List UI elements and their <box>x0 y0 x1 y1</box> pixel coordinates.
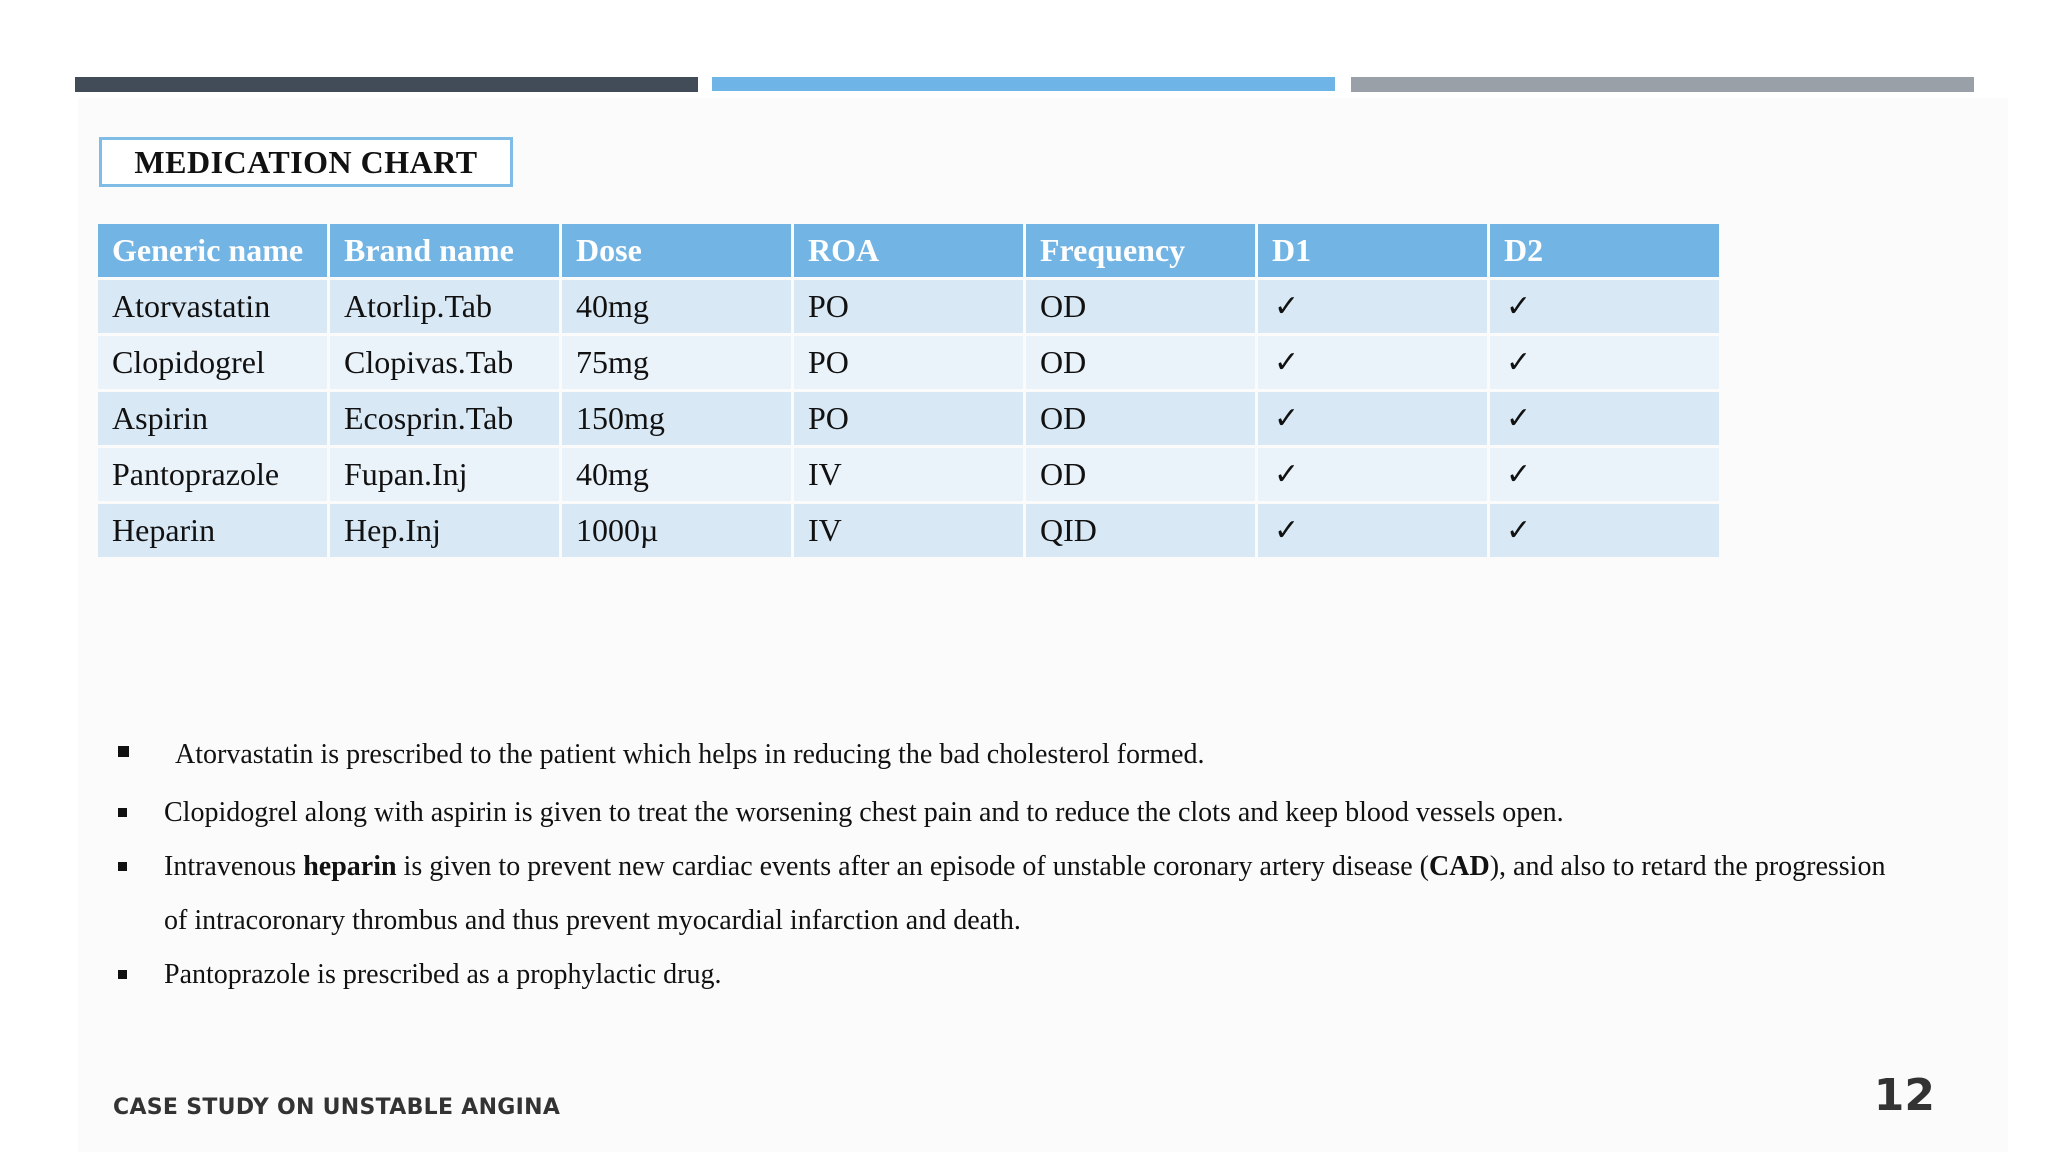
table-row <box>98 504 1719 557</box>
header-brand-name: Brand name <box>330 224 559 277</box>
cell-roa: PO <box>794 280 1023 333</box>
check-icon: ✓ <box>1490 392 1719 445</box>
cell-dose: 150mg <box>562 392 791 445</box>
list-item <box>112 948 1912 1002</box>
cell-brand-name: Ecosprin.Tab <box>330 392 559 445</box>
cell-frequency: QID <box>1026 504 1255 557</box>
check-icon: ✓ <box>1258 448 1487 501</box>
header-d1: D1 <box>1258 224 1487 277</box>
check-icon: ✓ <box>1258 504 1487 557</box>
cell-brand-name: Hep.Inj <box>330 504 559 557</box>
cell-dose: 75mg <box>562 336 791 389</box>
medication-table <box>95 221 1722 560</box>
cell-frequency: OD <box>1026 336 1255 389</box>
table-row <box>98 280 1719 333</box>
table-row <box>98 336 1719 389</box>
note-heparin-part1: Intravenous <box>164 851 304 882</box>
cell-brand-name: Atorlip.Tab <box>330 280 559 333</box>
cell-frequency: OD <box>1026 392 1255 445</box>
check-icon: ✓ <box>1490 504 1719 557</box>
accent-bar-blue <box>712 77 1335 91</box>
table-row <box>98 448 1719 501</box>
check-icon: ✓ <box>1258 392 1487 445</box>
cell-dose: 1000µ <box>562 504 791 557</box>
table-header-row <box>98 224 1719 277</box>
cell-generic-name: Clopidogrel <box>98 336 327 389</box>
check-icon: ✓ <box>1490 280 1719 333</box>
list-item <box>112 840 1912 948</box>
accent-bar-dark <box>75 77 698 92</box>
notes-list <box>112 728 1912 1002</box>
cell-brand-name: Fupan.Inj <box>330 448 559 501</box>
cell-roa: PO <box>794 392 1023 445</box>
footer-title: CASE STUDY ON UNSTABLE ANGINA <box>113 1095 561 1120</box>
cell-roa: IV <box>794 448 1023 501</box>
cell-roa: IV <box>794 504 1023 557</box>
note-cad-bold: CAD <box>1429 851 1490 882</box>
square-bullet-icon <box>118 746 129 757</box>
square-bullet-icon <box>118 970 127 979</box>
cell-generic-name: Pantoprazole <box>98 448 327 501</box>
cell-generic-name: Aspirin <box>98 392 327 445</box>
note-clopidogrel: Clopidogrel along with aspirin is given to treat the worsening chest pain and to reduce the clots and keep blood vessels open. <box>164 797 1564 828</box>
note-atorvastatin: Atorvastatin is prescribed to the patient which helps in reducing the bad cholesterol formed. <box>175 739 1205 770</box>
slide-title: MEDICATION CHART <box>99 137 513 187</box>
cell-frequency: OD <box>1026 280 1255 333</box>
check-icon: ✓ <box>1490 336 1719 389</box>
cell-brand-name: Clopivas.Tab <box>330 336 559 389</box>
cell-dose: 40mg <box>562 280 791 333</box>
header-frequency: Frequency <box>1026 224 1255 277</box>
header-roa: ROA <box>794 224 1023 277</box>
cell-generic-name: Atorvastatin <box>98 280 327 333</box>
square-bullet-icon <box>118 808 127 817</box>
header-dose: Dose <box>562 224 791 277</box>
note-heparin-bold: heparin <box>303 851 397 882</box>
check-icon: ✓ <box>1258 336 1487 389</box>
list-item <box>112 728 1912 782</box>
header-d2: D2 <box>1490 224 1719 277</box>
square-bullet-icon <box>118 862 127 871</box>
page-number: 12 <box>1873 1070 1935 1121</box>
accent-bar-gray <box>1351 77 1974 92</box>
check-icon: ✓ <box>1490 448 1719 501</box>
cell-generic-name: Heparin <box>98 504 327 557</box>
note-heparin-part3: ), and also to retard the progression of intracoronary thrombus and thus prevent myocardial infarction and death. <box>164 851 1886 936</box>
check-icon: ✓ <box>1258 280 1487 333</box>
table-row <box>98 392 1719 445</box>
list-item <box>112 786 1912 840</box>
cell-roa: PO <box>794 336 1023 389</box>
header-generic-name: Generic name <box>98 224 327 277</box>
cell-frequency: OD <box>1026 448 1255 501</box>
note-pantoprazole: Pantoprazole is prescribed as a prophylactic drug. <box>164 959 722 990</box>
cell-dose: 40mg <box>562 448 791 501</box>
note-heparin-part2: is given to prevent new cardiac events after an episode of unstable coronary artery disease ( <box>396 851 1430 882</box>
